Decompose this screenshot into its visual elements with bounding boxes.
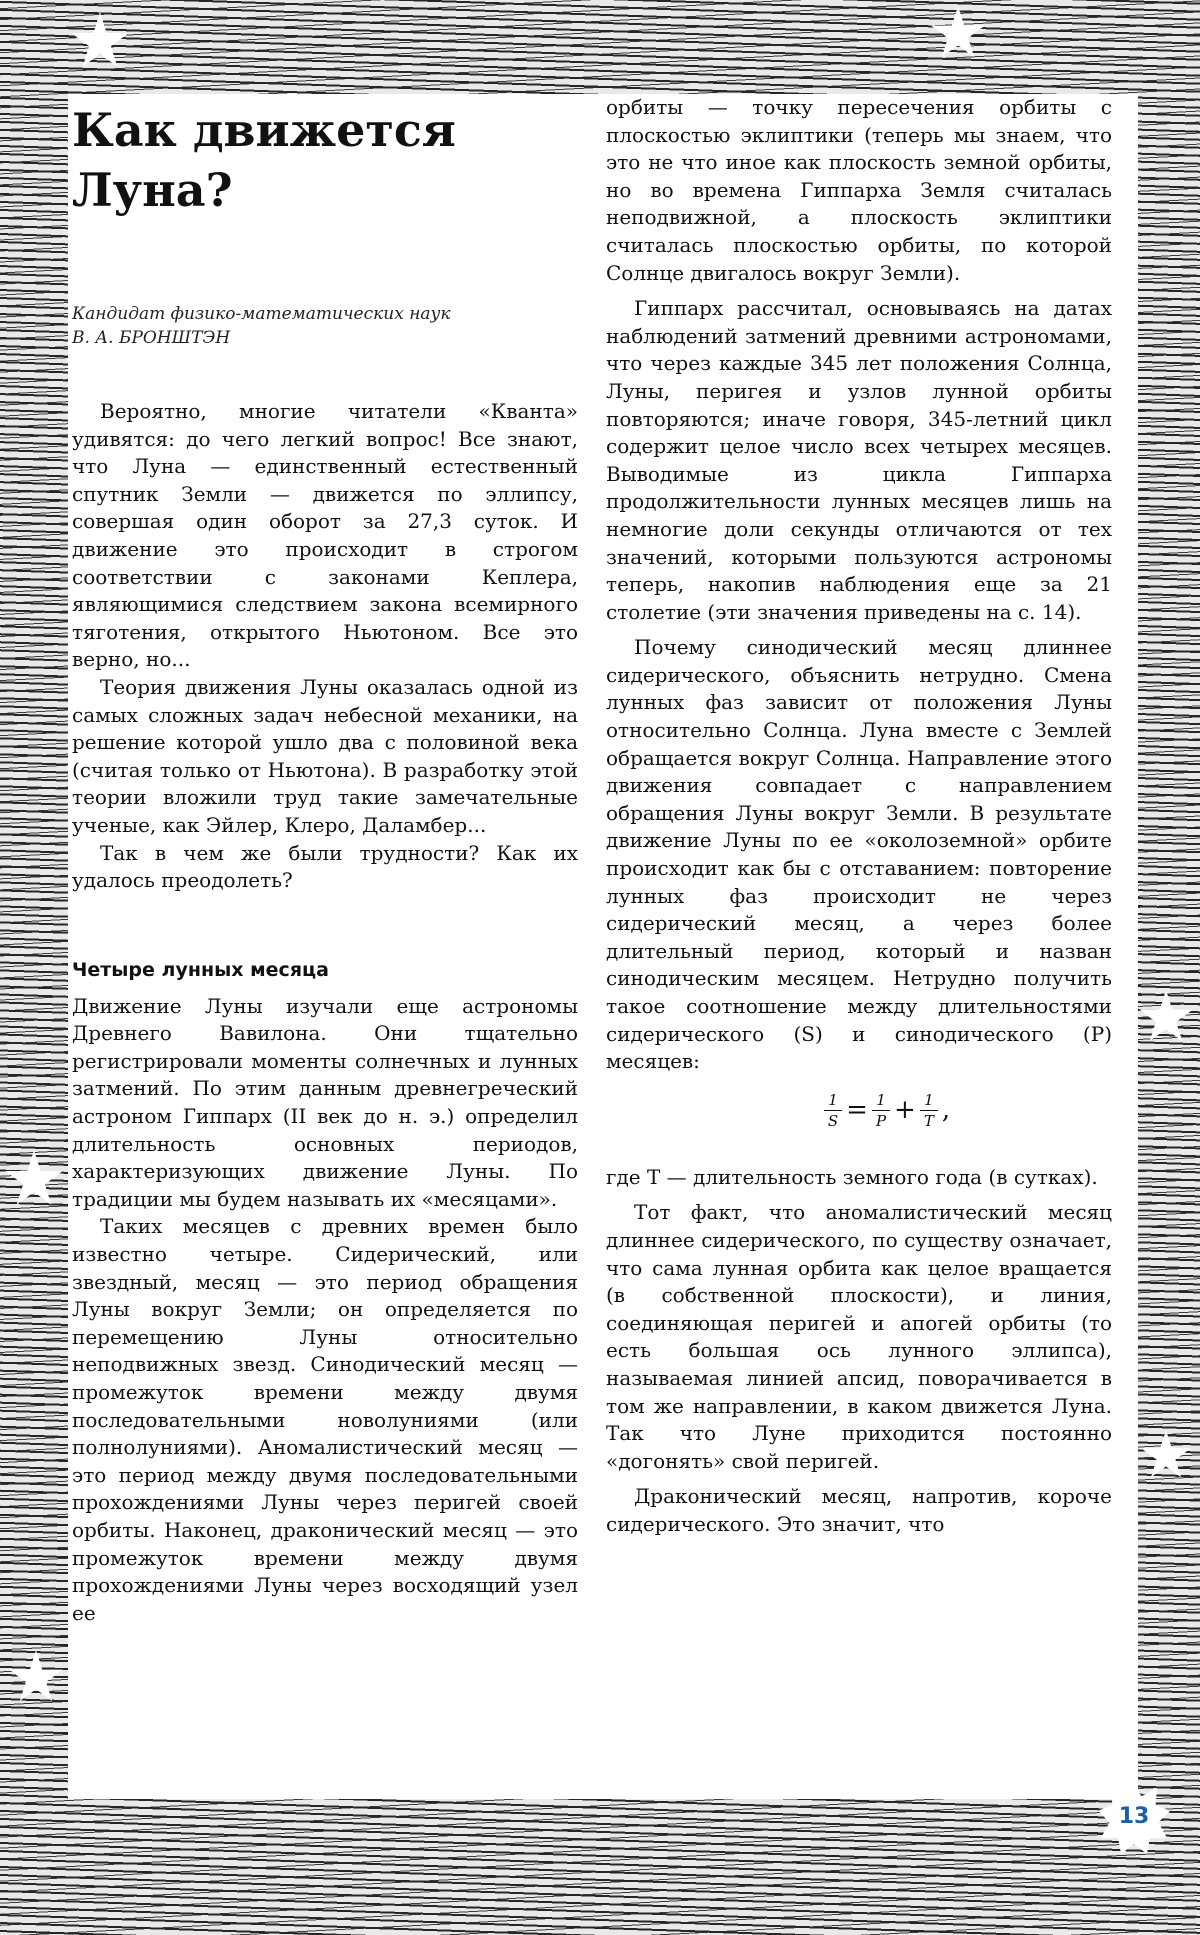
paragraph: орбиты — точку пересечения орбиты с плоскостью эклиптики (теперь мы знаем, что это не что иное как плоскость земной орбиты, но во времена Гиппарха Земля считалась неподвижной, а плоскость эклиптики считалась плоскостью орбиты, по которой Солнце двигалось вокруг Земли). [606,95,1112,285]
article-page [68,94,1138,1799]
article-title: Как движется Луна? [72,103,456,217]
paragraph: Теория движения Луны оказалась одной из самых сложных задач небесной механики, на решение которой ушло два с половиной века (считая только от Ньютона). В разработку этой теории вложили труд такие замечательные ученые, как Эйлер, Клеро, Даламбер... [72,674,578,837]
paragraph: Так в чем же были трудности? Как их удалось преодолеть? [72,840,578,893]
paragraph: где T — длительность земного года (в сутках). [606,1164,1098,1189]
page-number-label: 13 [1118,1804,1150,1829]
author-block [72,302,578,350]
section-heading: Четыре лунных месяца [72,958,329,981]
paragraph: Вероятно, многие читатели «Кванта» удивятся: до чего легкий вопрос! Все знают, что Луна — единственный естественный спутник Земли — движется по эллипсу, совершая один оборот за 27,3 суток. И движение это происходит в строгом соответствии с законами Кеплера, являющимися следствием закона всемирного тяготения, открытого Ньютоном. Все это верно, но... [72,399,578,672]
paragraph: Почему синодический месяц длиннее сидерического, объяснить нетрудно. Смена лунных фаз зависит от положения Луны относительно Солнца. Луна вместе с Землей обращается вокруг Солнца. Направление этого движения совпадает с направлением обращения Луны вокруг Земли. В результате движение Луны по ее «околоземной» орбите происходит как бы с отставанием: повторение лунных фаз происходит не через сидерический месяц, а через более длительный период, который и назван синодическим месяцем. Нетрудно получить такое соотношение между длительностями сидерического (S) и синодического (P) месяцев: [606,635,1112,1074]
paragraph: Движение Луны изучали еще астрономы Древнего Вавилона. Они тщательно регистрировали моменты солнечных и лунных затмений. По этим данным древнегреческий астроном Гиппарх (II век до н. э.) определил длительность основных периодов, характеризующих движение Луны. По традиции мы будем называть их «месяцами». [72,993,578,1211]
fraction: $\frac{1}{S}$ [824,1090,842,1131]
formula: $\frac{1}{S}$ = $\frac{1}{P}$ + $\frac{1}{T}$ , [666,1090,1112,1154]
author-degree: Кандидат физико-математических наук [72,304,451,324]
paragraph: Таких месяцев с древних времен было известно четыре. Сидерический, или звездный, месяц — это период обращения Луны вокруг Земли; он определяется по перемещению Луны относительно неподвижных звезд. Синодический месяц — промежуток времени между двумя последовательными новолуниями (или полнолуниями). Аномалистический месяц — это период между двумя последовательными прохождениями Луны через перигей своей орбиты. Наконец, драконический месяц — это промежуток времени между двумя прохождениями Луны через восходящий узел ее [72,1214,578,1625]
left-column [72,94,578,1627]
fraction: $\frac{1}{T}$ [920,1090,938,1131]
paragraph: Тот факт, что аномалистический месяц длиннее сидерического, по существу означает, что сама лунная орбита как целое вращается (в собственной плоскости), и линия, соединяющая перигей и апогей орбиты (то есть большая ось лунного эллипса), называемая линией апсид, поворачивается в том же направлении, в каком движется Луна. Так что Луне приходится постоянно «догонять» свой перигей. [606,1200,1112,1473]
fraction: $\frac{1}{P}$ [872,1090,890,1131]
paragraph: Драконический месяц, напротив, короче сидерического. Это значит, что [606,1484,1112,1536]
page-number [1098,1782,1170,1854]
right-column [606,94,1112,1539]
author-name: В. А. БРОНШТЭН [72,328,231,348]
paragraph: Гиппарх рассчитал, основываясь на датах наблюдений затмений древними астрономами, что через каждые 345 лет положения Солнца, Луны, перигея и узлов лунной орбиты повторяются; иначе говоря, 345-летний цикл содержит целое число всех четырех месяцев. Выводимые из цикла Гиппарха продолжительности лунных месяцев лишь на немногие доли секунды отличаются от тех значений, которыми пользуются астрономы теперь, накопив наблюдения еще за 21 столетие (эти значения приведены на с. 14). [606,296,1112,624]
